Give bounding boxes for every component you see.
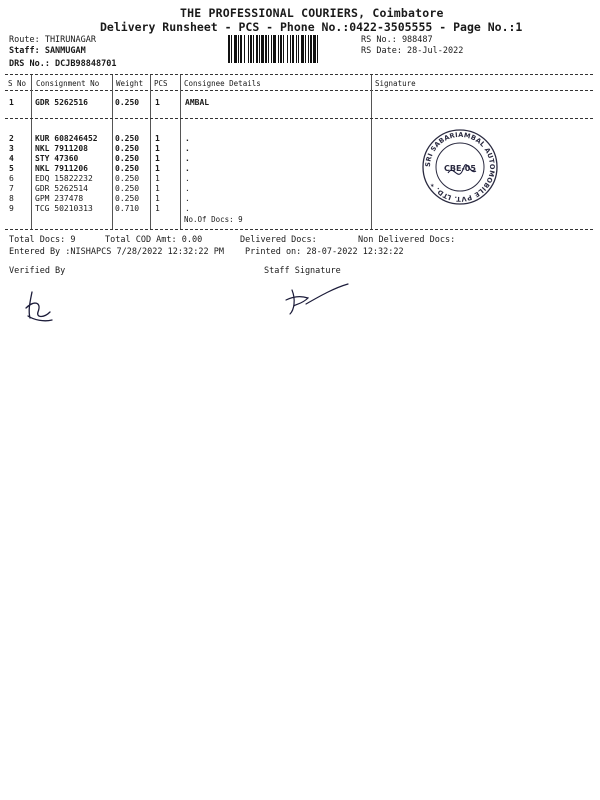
row-sno: 3 <box>9 144 14 153</box>
table-bottom-rule <box>5 229 593 230</box>
row-weight: 0.250 <box>115 174 140 183</box>
row-consignment: KUR 608246452 <box>35 134 98 143</box>
column-header-signature: Signature <box>375 79 416 88</box>
drs-number: DRS No.: DCJB98848701 <box>9 59 117 69</box>
row-sno: 4 <box>9 154 14 163</box>
svg-text:CBE-05: CBE-05 <box>444 164 476 173</box>
verified-by-label: Verified By <box>9 266 66 276</box>
row-consignment: EDQ 15822232 <box>35 174 93 183</box>
total-docs: Total Docs: 9 <box>9 235 76 245</box>
row-consignee: . <box>185 204 190 213</box>
row-consignee: . <box>185 144 190 153</box>
row-pcs: 1 <box>155 98 160 107</box>
staff-signature-label: Staff Signature <box>264 266 341 276</box>
delivered-docs: Delivered Docs: <box>240 235 317 245</box>
staff-signature <box>280 282 350 318</box>
row-pcs: 1 <box>155 184 160 193</box>
row-divider <box>5 118 593 119</box>
table-top-rule <box>5 74 593 75</box>
row-weight: 0.250 <box>115 194 140 203</box>
row-consignee: . <box>185 194 190 203</box>
column-header-sno: S No <box>8 79 27 88</box>
row-consignee: AMBAL <box>185 98 210 107</box>
row-weight: 0.250 <box>115 98 140 107</box>
row-pcs: 1 <box>155 174 160 183</box>
rs-date: RS Date: 28-Jul-2022 <box>361 46 464 56</box>
row-sno: 5 <box>9 164 14 173</box>
row-consignee: . <box>185 184 190 193</box>
company-seal-stamp <box>420 127 500 207</box>
verified-by-signature <box>20 288 60 328</box>
row-consignment: TCG 50210313 <box>35 204 93 213</box>
row-pcs: 1 <box>155 204 160 213</box>
row-consignee: . <box>185 154 190 163</box>
row-consignee: . <box>185 134 190 143</box>
row-sno: 8 <box>9 194 14 203</box>
row-consignment: STY 47360 <box>35 154 79 163</box>
route-field: Route: THIRUNAGAR <box>9 35 96 45</box>
column-divider <box>150 75 151 230</box>
row-consignment: NKL 7911206 <box>35 164 88 173</box>
barcode-image <box>228 35 356 63</box>
row-pcs: 1 <box>155 164 160 173</box>
table-header-rule <box>5 90 593 91</box>
row-weight: 0.250 <box>115 184 140 193</box>
row-consignee: . <box>185 164 190 173</box>
row-consignment: NKL 7911208 <box>35 144 88 153</box>
row-pcs: 1 <box>155 154 160 163</box>
row-consignment: GPM 237478 <box>35 194 84 203</box>
row-weight: 0.250 <box>115 164 140 173</box>
row-sno: 2 <box>9 134 14 143</box>
row-weight: 0.250 <box>115 144 140 153</box>
row-weight: 0.710 <box>115 204 140 213</box>
row-consignment: GDR 5262514 <box>35 184 88 193</box>
svg-text:SRI SABARIAMBAL AUTOMOBILE PVT: SRI SABARIAMBAL AUTOMOBILE PVT. LTD. * <box>423 130 497 204</box>
row-weight: 0.250 <box>115 154 140 163</box>
row-pcs: 1 <box>155 194 160 203</box>
non-delivered-docs: Non Delivered Docs: <box>358 235 456 245</box>
company-title: THE PROFESSIONAL COURIERS, Coimbatore <box>180 6 444 20</box>
column-divider <box>112 75 113 230</box>
column-header-pcs: PCS <box>154 79 168 88</box>
column-divider <box>180 75 181 230</box>
row-consignee: . <box>185 174 190 183</box>
no-of-docs: No.Of Docs: 9 <box>184 215 243 224</box>
entered-by: Entered By :NISHAPCS 7/28/2022 12:32:22 PM <box>9 247 224 257</box>
total-cod-amount: Total COD Amt: 0.00 <box>105 235 203 245</box>
row-consignment: GDR 5262516 <box>35 98 88 107</box>
row-weight: 0.250 <box>115 134 140 143</box>
column-divider <box>31 75 32 230</box>
runsheet-title: Delivery Runsheet - PCS - Phone No.:0422-3505555 - Page No.:1 <box>100 20 523 34</box>
column-header-consignee: Consignee Details <box>184 79 261 88</box>
staff-field: Staff: SANMUGAM <box>9 46 86 56</box>
row-pcs: 1 <box>155 134 160 143</box>
column-divider <box>371 75 372 230</box>
row-sno: 7 <box>9 184 14 193</box>
printed-on: Printed on: 28-07-2022 12:32:22 <box>245 247 404 257</box>
column-header-consignment: Consignment No <box>36 79 100 88</box>
row-sno: 9 <box>9 204 14 213</box>
row-pcs: 1 <box>155 144 160 153</box>
column-header-weight: Weight <box>116 79 144 88</box>
rs-number: RS No.: 988487 <box>361 35 433 45</box>
row-sno: 1 <box>9 98 14 107</box>
row-sno: 6 <box>9 174 14 183</box>
